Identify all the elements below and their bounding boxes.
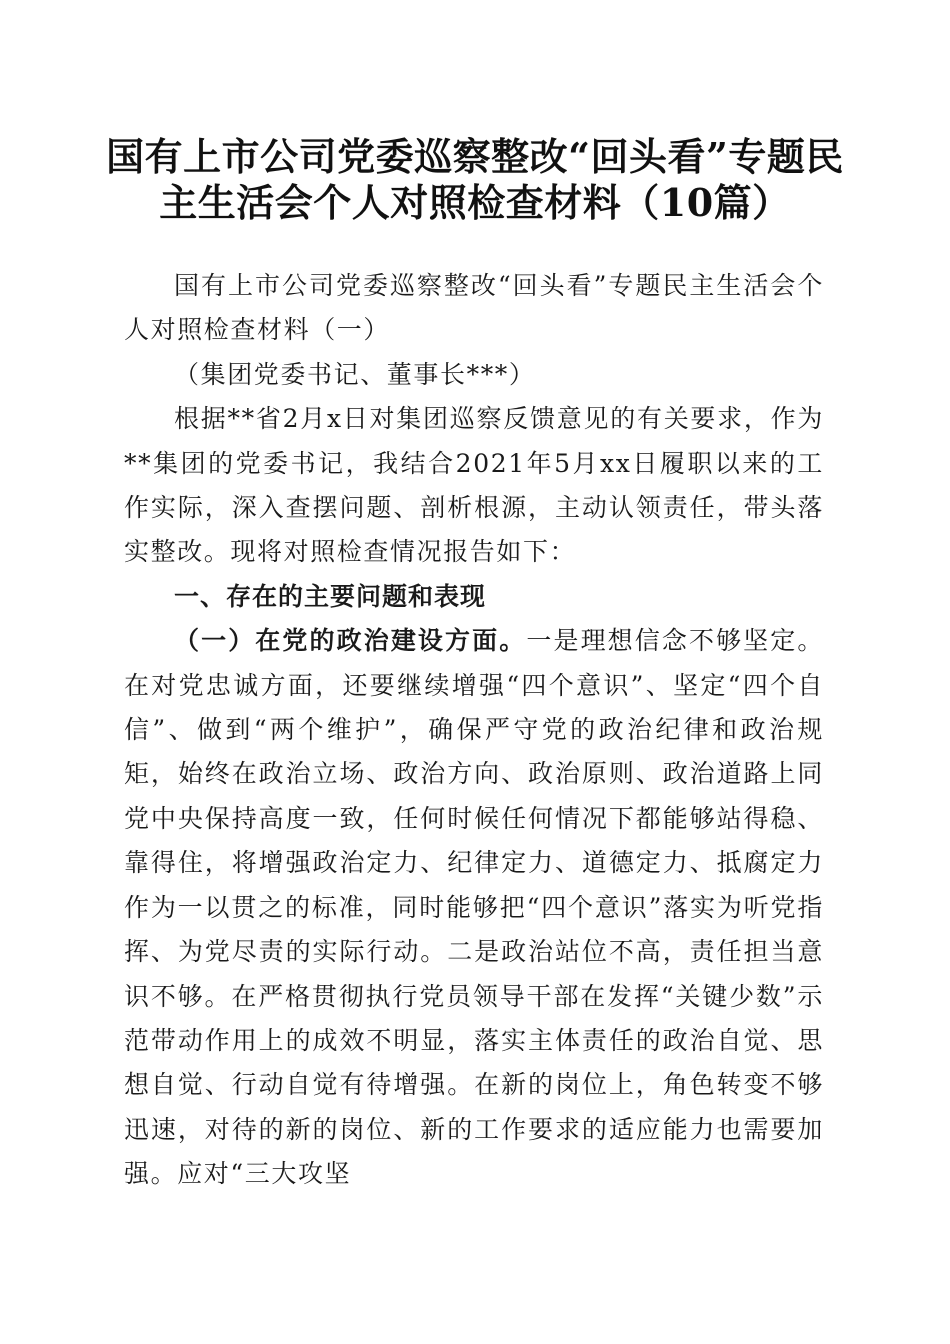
subsection-label: （一）在党的政治建设方面。 — [174, 626, 527, 656]
subsection-paragraph — [124, 619, 824, 1196]
document-title: 国有上市公司党委巡察整改“回头看”专题民主生活会个人对照检查材料（10篇） — [106, 134, 844, 225]
section-heading: 一、存在的主要问题和表现 — [174, 581, 487, 611]
document-body — [124, 264, 824, 1197]
subsection-body: 一是理想信念不够坚定。在对党忠诚方面，还要继续增强“四个意识”、坚定“四个自信”、做到“两个维护”，确保严守党的政治纪律和政治规矩，始终在政治立场、政治方向、政治原则、政治道路上同党中央保持高度一致，任何时候任何情况下都能够站得稳、靠得住，将增强政治定力、纪律定力、道德定力、抵腐定力作为一以贯之的标准，同时能够把“四个意识”落实为听党指挥、为党尽责的实际行动。二是政治站位不高，责任担当意识不够。在严格贯彻执行党员领导干部在发挥“关键少数”示范带动作用上的成效不明显，落实主体责任的政治自觉、思想自觉、行动自觉有待增强。在新的岗位上，角色转变不够迅速，对待的新的岗位、新的工作要求的适应能力也需要加强。应对“三大攻坚 — [124, 626, 824, 1189]
document-subtitle: 国有上市公司党委巡察整改“回头看”专题民主生活会个人对照检查材料（一） — [124, 271, 824, 345]
author-line: （集团党委书记、董事长***） — [174, 359, 536, 389]
intro-paragraph: 根据**省2月x日对集团巡察反馈意见的有关要求，作为**集团的党委书记，我结合2021年5月xx日履职以来的工作实际，深入查摆问题、剖析根源，主动认领责任，带头落实整改。现将对照检查情况报告如下： — [124, 404, 824, 567]
